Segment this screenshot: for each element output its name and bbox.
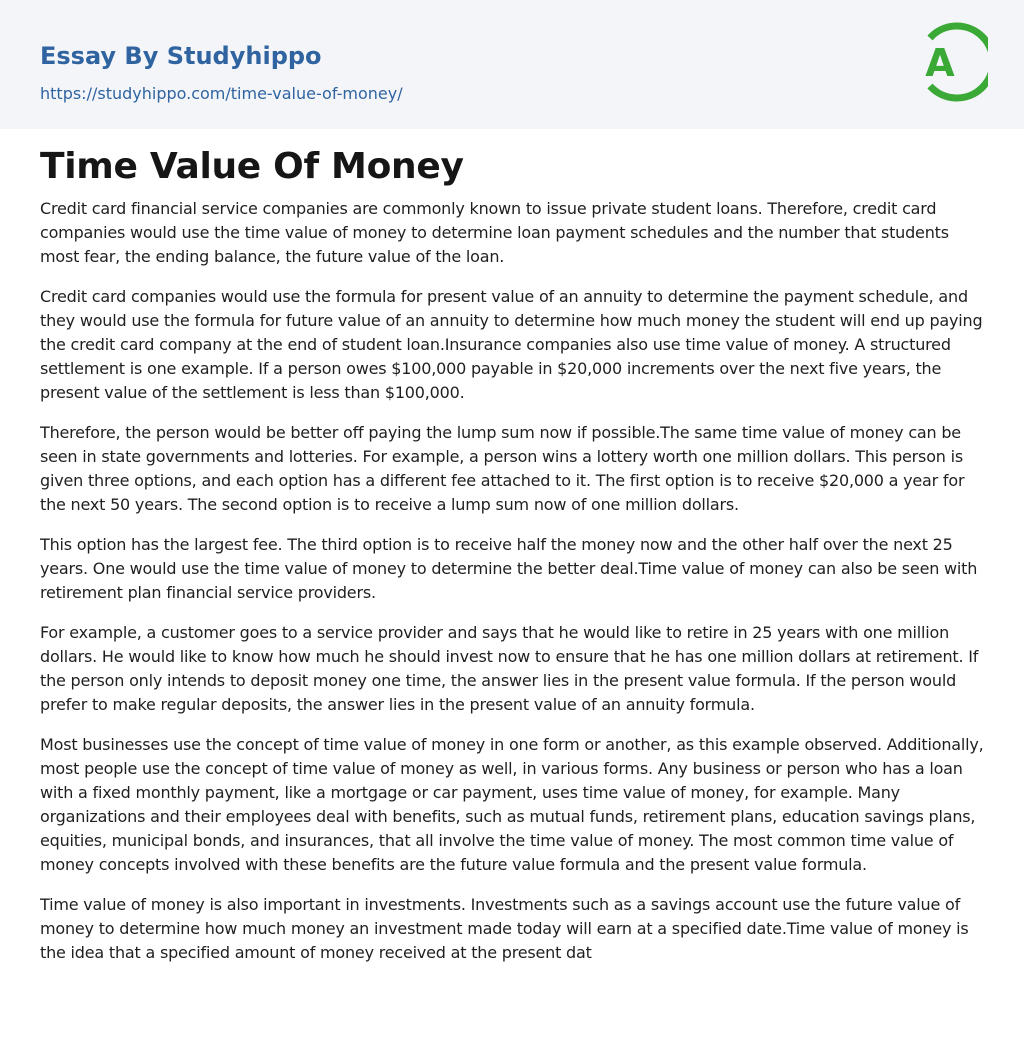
paragraph: For example, a customer goes to a service provider and says that he would like to retire in 25 years with one million dollars. He would like to know how much he should invest now to ensure that he has one million dollars at retirement. If the person only intends to deposit money one time, the answer lies in the present value formula. If the person would prefer to make regular deposits, the answer lies in the present value of an annuity formula. — [40, 623, 979, 714]
page-title: Time Value Of Money — [40, 146, 464, 187]
page-header — [0, 0, 1024, 129]
studyhippo-logo-icon[interactable] — [912, 18, 988, 106]
paragraph: Time value of money is also important in investments. Investments such as a savings account use the future value of money to determine how much money an investment made today will earn at a specified date.Time value of money is the idea that a specified amount of money received at the present dat — [40, 895, 969, 962]
logo-letter: A — [925, 41, 955, 85]
essay-url-link[interactable]: https://studyhippo.com/time-value-of-money/ — [40, 84, 403, 103]
article-content — [40, 140, 985, 981]
paragraph: Credit card companies would use the formula for present value of an annuity to determine the payment schedule, and they would use the formula for future value of an annuity to determine how much money the student will end up paying the credit card company at the end of student loan.Insurance companies also use time value of money. A structured settlement is one example. If a person owes $100,000 payable in $20,000 increments over the next five years, the present value of the settlement is less than $100,000. — [40, 287, 983, 402]
paragraph: This option has the largest fee. The third option is to receive half the money now and the other half over the next 25 years. One would use the time value of money to determine the better deal.Time value of money can also be seen with retirement plan financial service providers. — [40, 535, 978, 602]
paragraph: Most businesses use the concept of time value of money in one form or another, as this example observed. Additionally, most people use the concept of time value of money as well, in various forms. Any business or person who has a loan with a fixed monthly payment, like a mortgage or car payment, uses time value of money, for example. Many organizations and their employees deal with benefits, such as mutual funds, retirement plans, education savings plans, equities, municipal bonds, and insurances, that all involve the time value of money. The most common time value of money concepts involved with these benefits are the future value formula and the present value formula. — [40, 735, 984, 874]
site-brand[interactable]: Essay By Studyhippo — [40, 42, 322, 70]
paragraph: Therefore, the person would be better off paying the lump sum now if possible.The same time value of money can be seen in state governments and lotteries. For example, a person wins a lottery worth one million dollars. This person is given three options, and each option has a different fee attached to it. The first option is to receive $20,000 a year for the next 50 years. The second option is to receive a lump sum now of one million dollars. — [40, 423, 965, 514]
paragraph: Credit card financial service companies are commonly known to issue private student loans. Therefore, credit card companies would use the time value of money to determine loan payment schedules and the number that students most fear, the ending balance, the future value of the loan. — [40, 199, 949, 266]
